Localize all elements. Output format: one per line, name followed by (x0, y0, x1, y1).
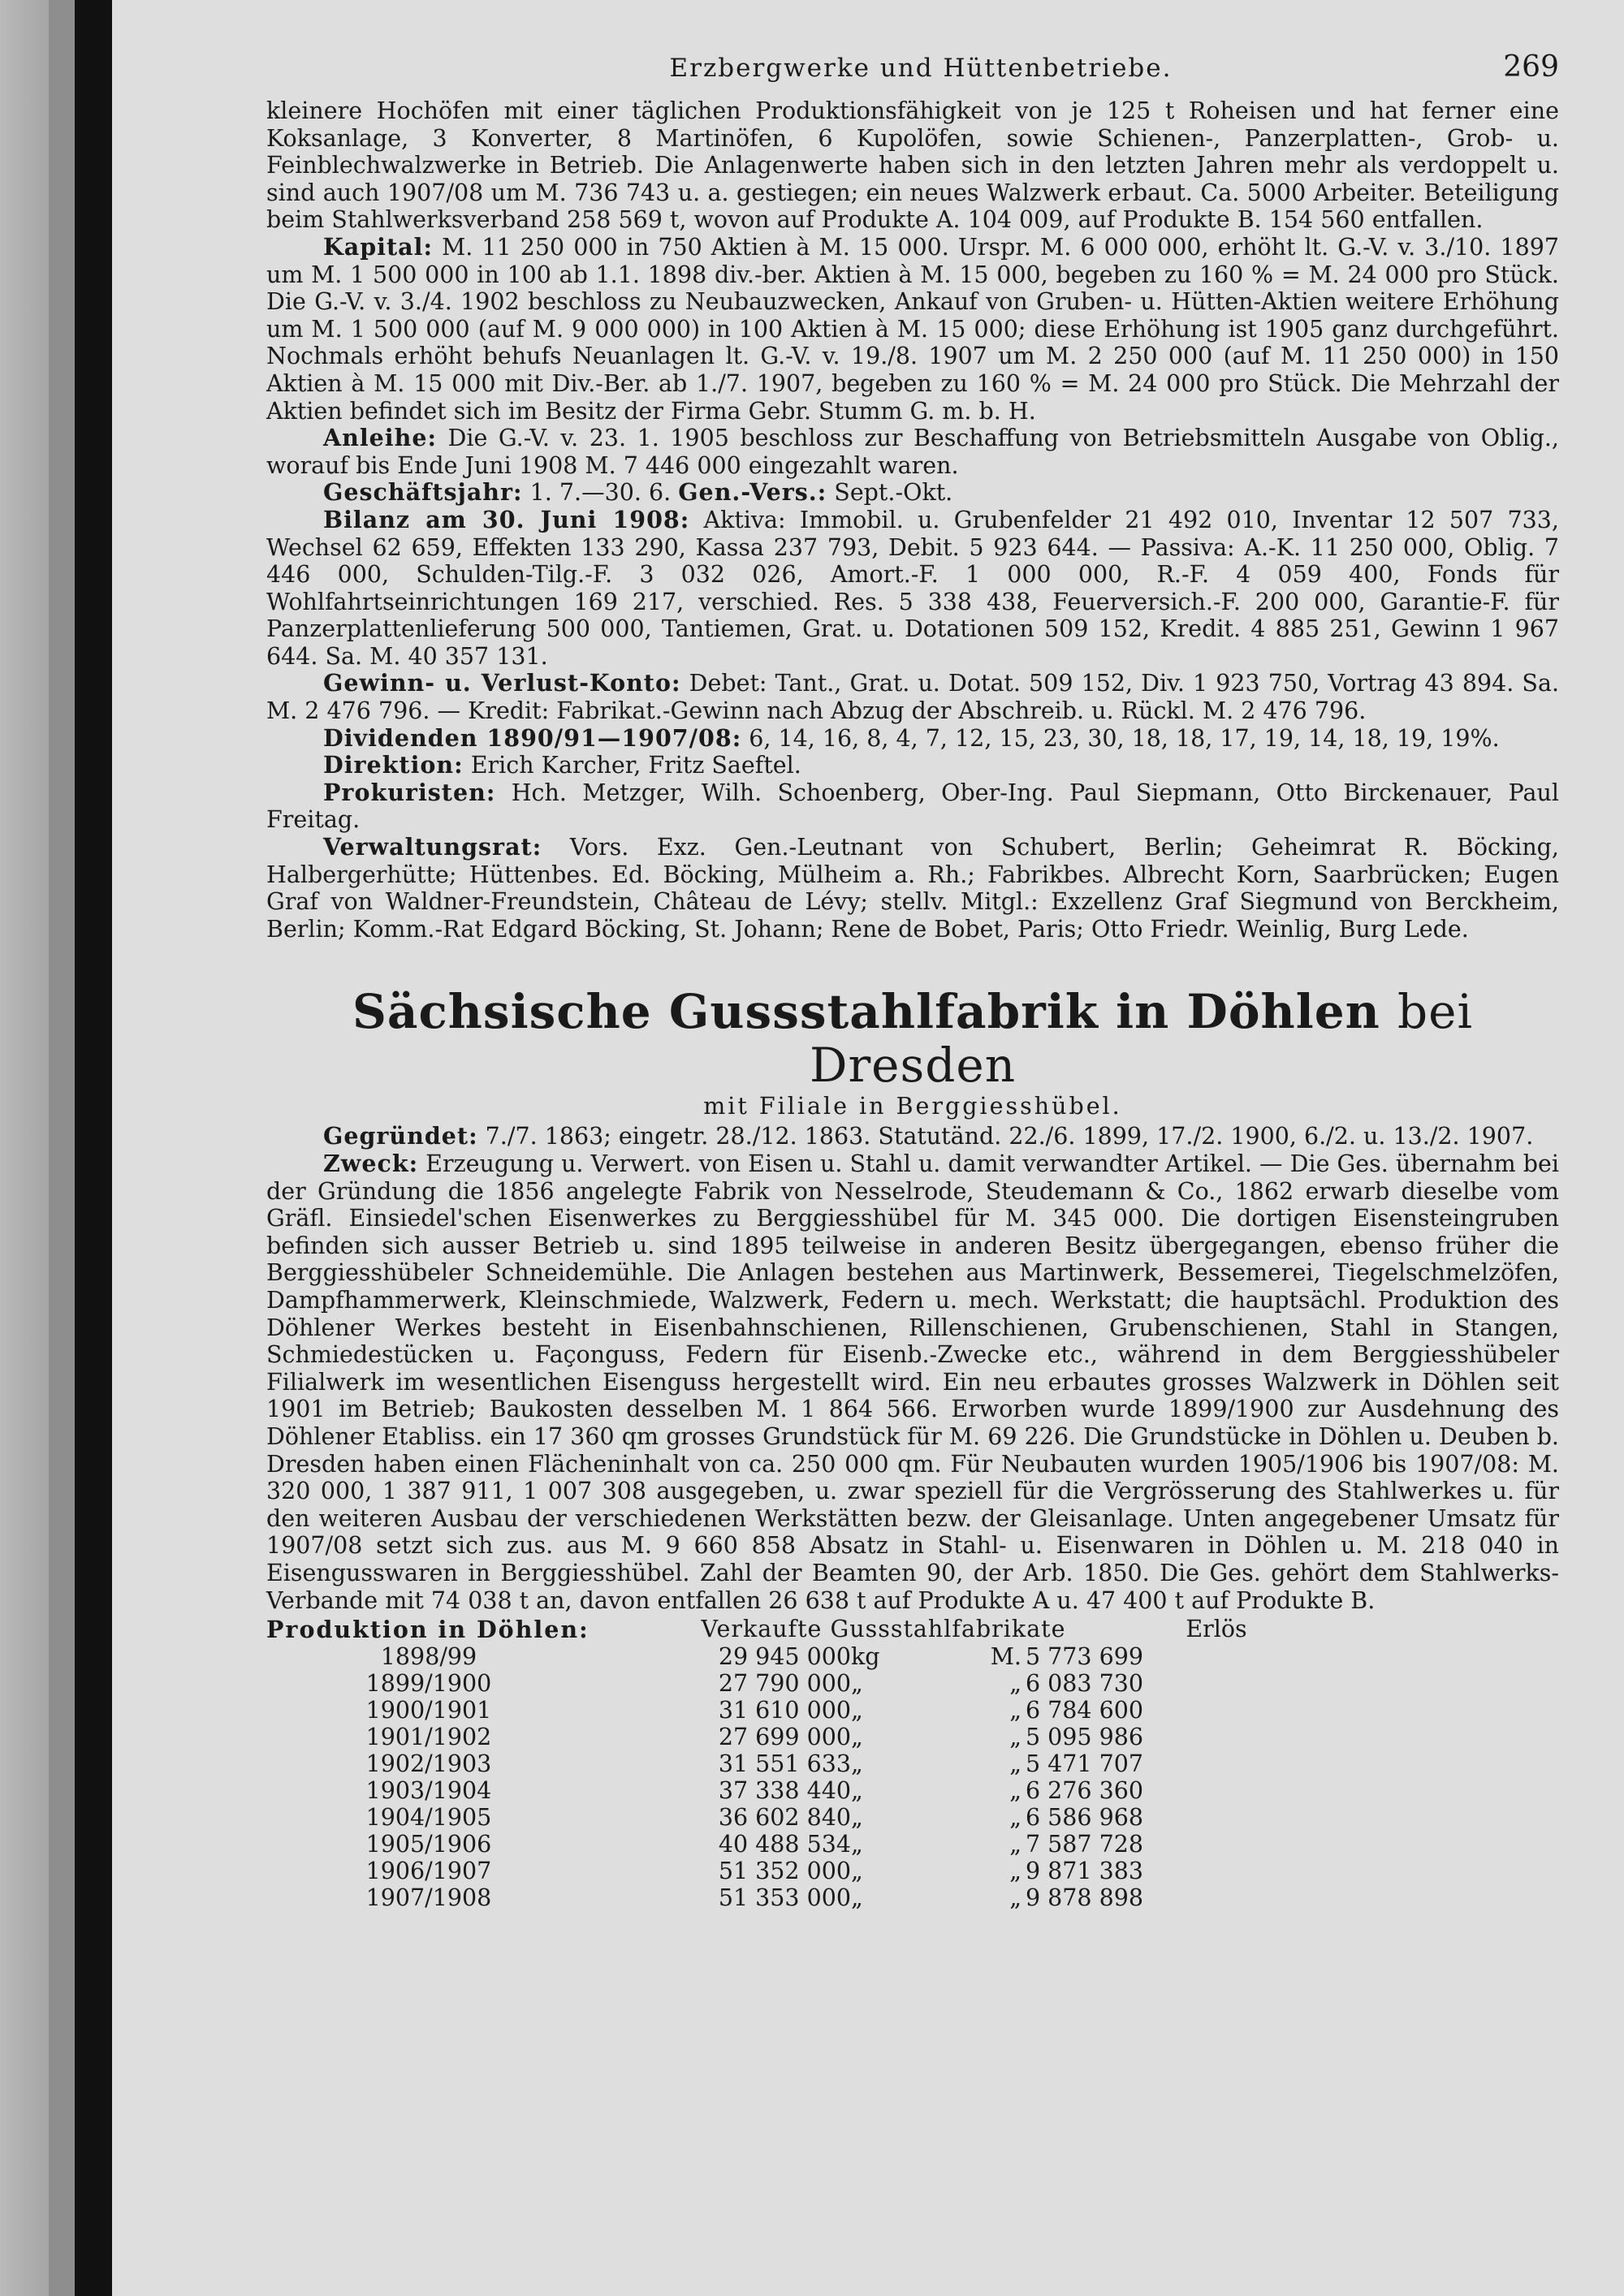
currency-cell: „ (1009, 1697, 1021, 1724)
entry-text: Vors. Exz. Gen.-Leutnant von Schubert, Berlin; Geheimrat R. Böcking, Halbergerhütte; Hüttenbes. Ed. Böcking, Mülheim a. Rh.; Fabrikbes. Albrecht Korn, Saarbrücken; Eugen Graf von Waldner-Freundstein, Château de Lévy; stellv. Mitgl.: Exzellenz Graf Siegmund von Berckheim, Berlin; Komm.-Rat Edgard Böcking, St. Johann; Rene de Bobet, Paris; Otto Friedr. Weinlig, Burg Lede. (266, 834, 1559, 943)
unit-cell: „ (851, 1724, 863, 1751)
quantity-cell: 31 610 000 (718, 1697, 851, 1724)
entry-label: Direktion: (323, 751, 464, 779)
entry-paragraph (266, 752, 1559, 779)
entry-label: Anleihe: (323, 424, 437, 452)
scan-edge (0, 0, 49, 2296)
year-cell: 1907/1908 (365, 1884, 492, 1912)
company-heading (266, 985, 1559, 1092)
unit-cell: „ (851, 1697, 863, 1724)
entry-paragraph (266, 479, 1559, 507)
entry-paragraph (266, 725, 1559, 753)
entry-label: Kapital: (323, 232, 433, 261)
entry-label: Gegründet: (323, 1122, 478, 1150)
year-cell: 1899/1900 (365, 1670, 492, 1698)
currency-cell: „ (1009, 1777, 1021, 1805)
currency-cell: „ (1009, 1750, 1021, 1778)
entry-text: Hch. Metzger, Wilh. Schoenberg, Ober-Ing. Paul Siepmann, Otto Birckenauer, Paul Freitag. (266, 779, 1559, 834)
entry-label: Bilanz am 30. Juni 1908: (323, 505, 690, 533)
book-page (112, 0, 1624, 2296)
entry-paragraph (266, 507, 1559, 671)
entry-text: Die G.-V. v. 23. 1. 1905 beschloss zur Beschaffung von Betriebsmitteln Ausgabe von Oblig., worauf bis Ende Juni 1908 M. 7 446 000 eingezahlt waren. (266, 425, 1559, 479)
table-row (266, 1804, 1143, 1831)
company-entries-stumm (266, 234, 1559, 943)
entry-text: M. 11 250 000 in 750 Aktien à M. 15 000. Urspr. M. 6 000 000, erhöht lt. G.-V. v. 3./10. 1897 um M. 1 500 000 in 100 ab 1.1. 1898 div.-ber. Aktien à M. 15 000, begeben zu 160 % = M. 24 000 pro Stück. Die G.-V. v. 3./4. 1902 beschloss zu Neubauzwecken, Ankauf von Gruben- u. Hütten-Aktien weitere Erhöhung um M. 1 500 000 (auf M. 9 000 000) in 100 Aktien à M. 15 000; diese Erhöhung ist 1905 ganz durchgeführt. Nochmals erhöht behufs Neuanlagen lt. G.-V. v. 19./8. 1907 um M. 2 250 000 (auf M. 11 250 000) in 150 Aktien à M. 15 000 mit Div.-Ber. ab 1./7. 1907, begeben zu 160 % = M. 24 000 pro Stück. Die Mehrzahl der Aktien befindet sich im Besitz der Firma Gebr. Stumm G. m. b. H. (266, 233, 1559, 425)
entry-text: Debet: Tant., Grat. u. Dotat. 509 152, Div. 1 923 750, Vortrag 43 894. Sa. M. 2 476 796. — Kredit: Fabrikat.-Gewinn nach Abzug der Abschreib. u. Rückl. M. 2 476 796. (266, 670, 1560, 725)
table-row (266, 1884, 1143, 1911)
year-cell: 1905/1906 (365, 1831, 492, 1858)
currency-cell: „ (1009, 1670, 1021, 1698)
intro-paragraph: kleinere Hochöfen mit einer täglichen Produktionsfähigkeit von je 125 t Roheisen und hat ferner eine Koksanlage, 3 Konverter, 8 Martinöfen, 6 Kupolöfen, sowie Schienen-, Panzerplatten-, Grob- u. Feinblechwalzwerke in Betrieb. Die Anlagenwerte haben sich in den letzten Jahren mehr als verdoppelt u. sind auch 1907/08 um M. 736 743 u. a. gestiegen; ein neues Walzwerk erbaut. Ca. 5000 Arbeiter. Beteiligung beim Stahlwerksverband 258 569 t, wovon auf Produkte A. 104 009, auf Produkte B. 154 560 entfallen. (266, 97, 1559, 234)
production-label: Produktion in Döhlen: (266, 1616, 590, 1644)
production-column-revenue: Erlös (1186, 1616, 1247, 1643)
revenue-cell: 6 276 360 (1025, 1777, 1143, 1805)
quantity-cell: 40 488 534 (718, 1831, 851, 1858)
entry-label: Gewinn- u. Verlust-Konto: (323, 669, 681, 697)
revenue-cell: 5 773 699 (1025, 1643, 1143, 1671)
year-cell: 1901/1902 (365, 1724, 492, 1751)
running-header (266, 50, 1559, 83)
company-location: bei Dresden (809, 984, 1474, 1094)
year-cell: 1904/1905 (365, 1804, 492, 1832)
table-row (266, 1831, 1143, 1858)
quantity-cell: 51 352 000 (718, 1858, 851, 1885)
unit-cell: „ (851, 1777, 863, 1805)
revenue-cell: 9 878 898 (1025, 1884, 1143, 1912)
unit-cell: „ (851, 1750, 863, 1778)
quantity-cell: 27 699 000 (718, 1724, 851, 1751)
company-name: Sächsische Gussstahlfabrik in Döhlen (352, 984, 1380, 1040)
entry-label: Verwaltungsrat: (323, 833, 542, 861)
entry-text: 7./7. 1863; eingetr. 28./12. 1863. Statutänd. 22./6. 1899, 17./2. 1900, 6./2. u. 13./2. 1907. (485, 1123, 1534, 1150)
currency-cell: M. (990, 1643, 1021, 1671)
revenue-cell: 6 586 968 (1025, 1804, 1143, 1832)
revenue-cell: 5 095 986 (1025, 1724, 1143, 1751)
unit-cell: „ (851, 1884, 863, 1912)
company-entries-doehlen (266, 1123, 1559, 1614)
table-row (266, 1643, 1143, 1670)
entry-label: Zweck: (323, 1150, 419, 1177)
entry-paragraph (266, 779, 1559, 834)
unit-cell: „ (851, 1831, 863, 1858)
page-content (266, 50, 1559, 1911)
year-cell: 1900/1901 (365, 1697, 492, 1724)
quantity-cell: 27 790 000 (718, 1670, 851, 1698)
revenue-cell: 7 587 728 (1025, 1831, 1143, 1858)
entry-label: Dividenden 1890/91—1907/08: (323, 723, 742, 752)
table-row (266, 1697, 1143, 1724)
entry-label: Prokuristen: (323, 778, 496, 806)
year-cell: 1903/1904 (365, 1777, 492, 1805)
entry-text: 6, 14, 16, 8, 4, 7, 12, 15, 23, 30, 18, 18, 17, 19, 14, 18, 19, 19%. (749, 724, 1500, 752)
book-spine-shadow (75, 0, 112, 2296)
quantity-cell: 51 353 000 (718, 1884, 851, 1912)
entry-paragraph (266, 834, 1559, 943)
quantity-cell: 31 551 633 (718, 1750, 851, 1778)
currency-cell: „ (1009, 1884, 1021, 1912)
entry-text: Erzeugung u. Verwert. von Eisen u. Stahl u. damit verwandter Artikel. — Die Ges. übernahm bei der Gründung die 1856 angelegte Fabrik von Nesselrode, Steudemann & Co., 1862 erwarb dieselbe vom Gräfl. Einsiedel'schen Eisenwerkes zu Berggiesshübel für M. 345 000. Die dortigen Eisensteingruben befinden sich ausser Betrieb u. sind 1895 teilweise in anderen Besitz übergegangen, ebenso früher die Berggiesshübeler Schneidemühle. Die Anlagen bestehen aus Martinwerk, Bessemerei, Tiegelschmelzöfen, Dampfhammerwerk, Kleinschmiede, Walzwerk, Federn u. mech. Werkstatt; die hauptsächl. Produktion des Döhlener Werkes besteht in Eisenbahnschienen, Rillenschienen, Grubenschienen, Stahl in Stangen, Schmiedestücken u. Façonguss, Federn für Eisenb.-Zwecke etc., während in dem Berggiesshübeler Filialwerk im wesentlichen Eisenguss hergestellt wird. Ein neu erbautes grosses Walzwerk in Döhlen seit 1901 im Betrieb; Baukosten desselben M. 1 864 566. Erworben wurde 1899/1900 zur Ausdehnung des Döhlener Etabliss. ein 17 360 qm grosses Grundstück für M. 69 226. Die Grundstücke in Döhlen u. Deuben b. Dresden haben einen Flächeninhalt von ca. 250 000 qm. Für Neubauten wurden 1905/1906 bis 1907/08: M. 320 000, 1 387 911, 1 007 308 ausgegeben, u. zwar speziell für die Vergrösserung des Stahlwerkes u. für den weiteren Ausbau der verschiedenen Werkstätten bezw. der Gleisanlage. Unten angegebener Umsatz für 1907/08 setzt sich zus. aus M. 9 660 858 Absatz in Stahl- u. Eisenwaren in Döhlen u. M. 218 040 in Eisengusswaren in Berggiesshübel. Zahl der Beamten 90, der Arb. 1850. Die Ges. gehört dem Stahlwerks-Verbande mit 74 038 t an, davon entfallen 26 638 t auf Produkte A u. 47 400 t auf Produkte B. (266, 1150, 1559, 1614)
currency-cell: „ (1009, 1858, 1021, 1885)
revenue-cell: 5 471 707 (1025, 1750, 1143, 1778)
table-row (266, 1750, 1143, 1777)
currency-cell: „ (1009, 1724, 1021, 1751)
year-cell: 1906/1907 (365, 1858, 492, 1885)
entry-text: Sept.-Okt. (834, 479, 953, 507)
entry-paragraph (266, 1123, 1559, 1150)
table-row (266, 1724, 1143, 1750)
quantity-cell: 36 602 840 (718, 1804, 851, 1832)
unit-cell: „ (851, 1858, 863, 1885)
quantity-cell: 29 945 000 (718, 1643, 851, 1671)
entry-paragraph (266, 1150, 1559, 1614)
entry-label: Gen.-Vers.: (678, 478, 827, 507)
year-cell: 1898/99 (380, 1643, 477, 1671)
entry-text: Aktiva: Immobil. u. Grubenfelder 21 492 010, Inventar 12 507 733, Wechsel 62 659, Effekten 133 290, Kassa 237 793, Debit. 5 923 644. — Passiva: A.-K. 11 250 000, Oblig. 7 446 000, Schulden-Tilg.-F. 3 032 026, Amort.-F. 1 000 000, R.-F. 4 059 400, Fonds für Wohlfahrtseinrichtungen 169 217, verschied. Res. 5 338 438, Feuerversich.-F. 200 000, Garantie-F. für Panzerplattenlieferung 500 000, Tantiemen, Grat. u. Dotationen 509 152, Kredit. 4 885 251, Gewinn 1 967 644. Sa. M. 40 357 131. (266, 506, 1559, 670)
table-row (266, 1858, 1143, 1884)
unit-cell: „ (851, 1804, 863, 1832)
page-number: 269 (1503, 50, 1559, 84)
unit-cell: kg (851, 1643, 880, 1671)
production-header (266, 1616, 1559, 1643)
revenue-cell: 6 083 730 (1025, 1670, 1143, 1698)
entry-text: 1. 7.—30. 6. (529, 479, 672, 507)
revenue-cell: 9 871 383 (1025, 1858, 1143, 1885)
production-column-products: Verkaufte Gussstahlfabrikate (701, 1616, 1066, 1643)
company-subtitle: mit Filiale in Berggiesshübel. (703, 1093, 1122, 1120)
entry-label: Geschäftsjahr: (323, 478, 523, 507)
currency-cell: „ (1009, 1831, 1021, 1858)
quantity-cell: 37 338 440 (718, 1777, 851, 1805)
entry-paragraph (266, 425, 1559, 479)
year-cell: 1902/1903 (365, 1750, 492, 1778)
entry-paragraph (266, 670, 1559, 724)
production-table (266, 1643, 1143, 1911)
revenue-cell: 6 784 600 (1025, 1697, 1143, 1724)
unit-cell: „ (851, 1670, 863, 1698)
currency-cell: „ (1009, 1804, 1021, 1832)
entry-text: Erich Karcher, Fritz Saeftel. (470, 752, 801, 779)
entry-paragraph (266, 234, 1559, 425)
table-row (266, 1777, 1143, 1804)
table-row (266, 1670, 1143, 1697)
running-title: Erzbergwerke und Hüttenbetriebe. (669, 54, 1173, 83)
